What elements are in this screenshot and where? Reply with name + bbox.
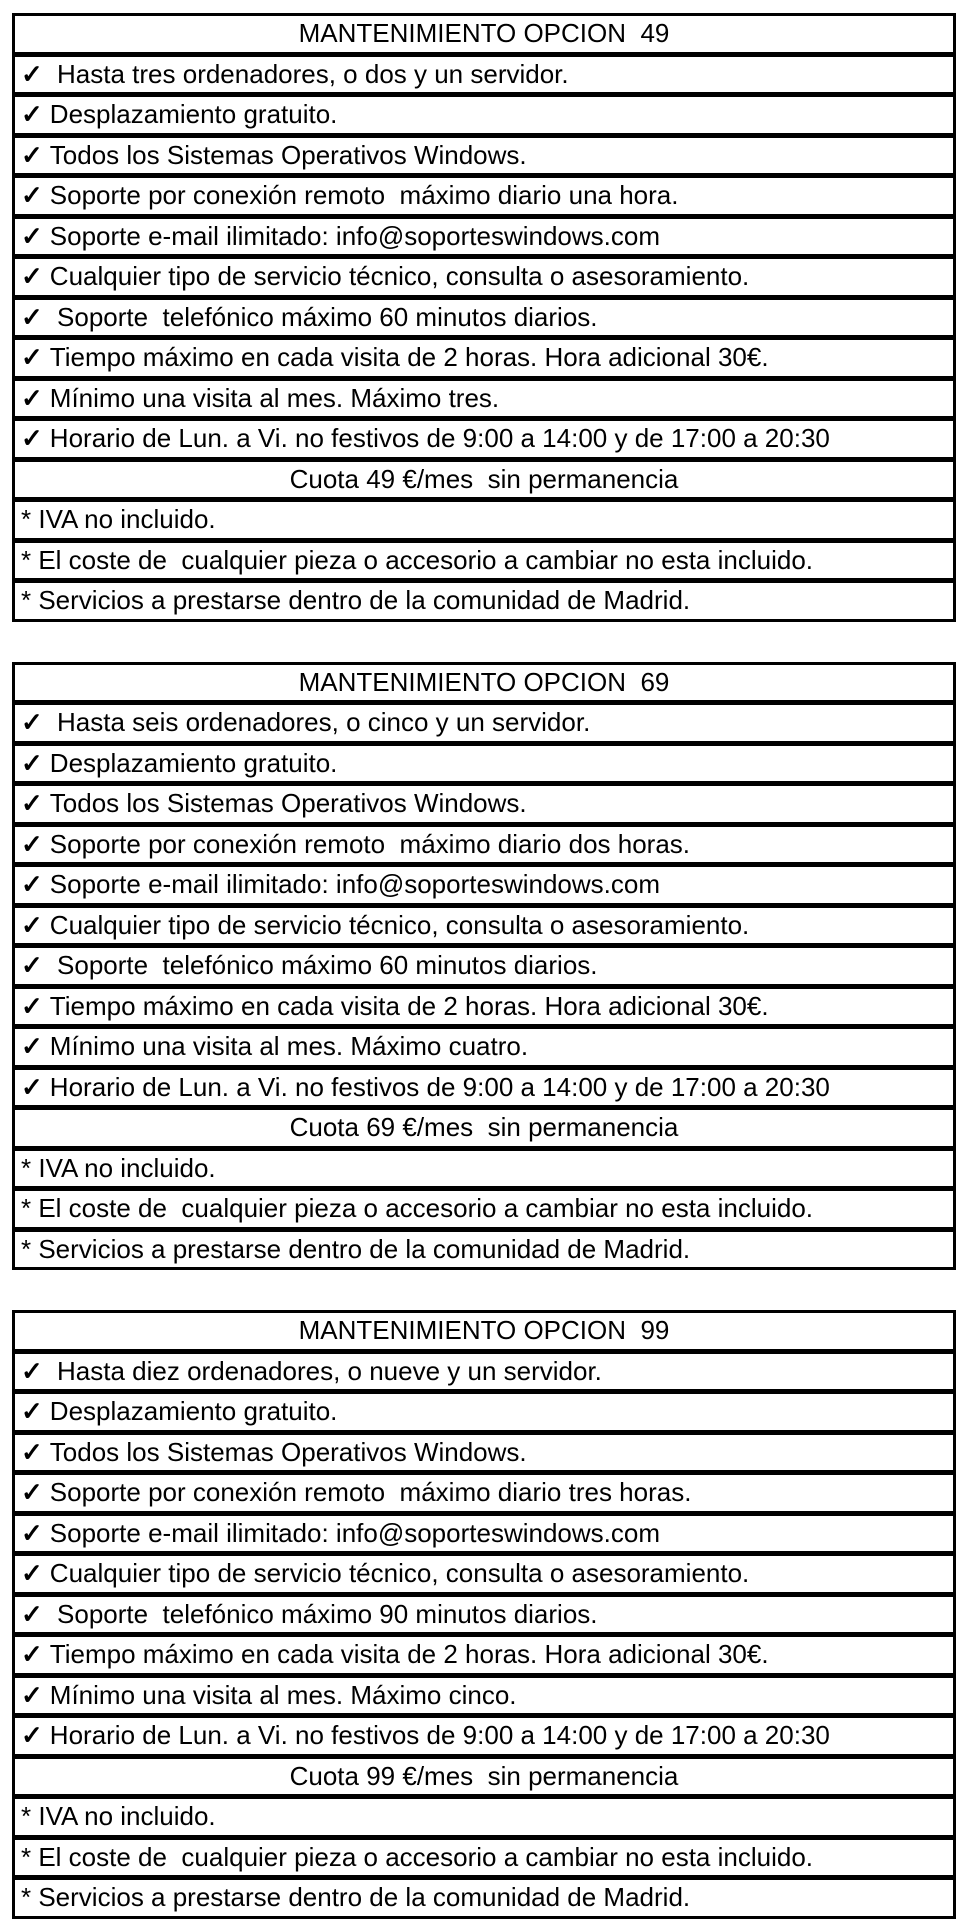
plan-table-opcion-49 xyxy=(12,13,956,622)
feature-row xyxy=(15,1637,953,1678)
plan-table-opcion-69 xyxy=(12,662,956,1271)
note-row xyxy=(15,543,953,584)
feature-row xyxy=(15,989,953,1030)
table-title-row xyxy=(15,16,953,57)
check-icon: ✓ xyxy=(21,707,43,737)
check-icon: ✓ xyxy=(21,1396,43,1426)
feature-row xyxy=(15,1435,953,1476)
check-icon: ✓ xyxy=(21,382,43,413)
feature-text: Mínimo una visita al mes. Máximo cinco. xyxy=(49,1679,517,1710)
check-icon: ✓ xyxy=(21,1639,43,1669)
feature-row xyxy=(15,138,953,179)
check-icon: ✓ xyxy=(21,747,43,778)
feature-row xyxy=(15,1718,953,1759)
note-row xyxy=(15,1191,953,1232)
feature-text: Desplazamiento gratuito. xyxy=(49,99,338,129)
feature-row xyxy=(15,948,953,989)
check-icon: ✓ xyxy=(21,342,43,372)
feature-text: Soporte e-mail ilimitado: info@soporteswindows.com xyxy=(49,869,660,899)
check-icon: ✓ xyxy=(21,1517,43,1548)
feature-row xyxy=(15,705,953,746)
feature-text: Todos los Sistemas Operativos Windows. xyxy=(49,139,527,170)
check-icon: ✓ xyxy=(21,1598,43,1629)
plan-table-opcion-99 xyxy=(12,1310,956,1919)
check-icon: ✓ xyxy=(21,180,43,210)
feature-text: Horario de Lun. a Vi. no festivos de 9:00 a 14:00 y de 17:00 a 20:30 xyxy=(49,1071,830,1102)
feature-text: Tiempo máximo en cada visita de 2 horas. Hora adicional 30€. xyxy=(49,990,769,1021)
feature-text: Soporte telefónico máximo 90 minutos diarios. xyxy=(49,1598,598,1629)
feature-row xyxy=(15,867,953,908)
check-icon: ✓ xyxy=(21,869,43,899)
feature-row xyxy=(15,219,953,260)
check-icon: ✓ xyxy=(21,990,43,1021)
feature-text: Soporte e-mail ilimitado: info@soporteswindows.com xyxy=(49,1517,660,1548)
table-title: MANTENIMIENTO OPCION 49 xyxy=(298,18,670,48)
feature-text: Mínimo una visita al mes. Máximo cuatro. xyxy=(49,1031,529,1061)
note-text: * IVA no incluido. xyxy=(21,1152,216,1183)
note-row xyxy=(15,1799,953,1840)
feature-text: Horario de Lun. a Vi. no festivos de 9:00 a 14:00 y de 17:00 a 20:30 xyxy=(49,423,830,453)
note-text: * IVA no incluido. xyxy=(21,1801,216,1831)
quota-row xyxy=(15,462,953,503)
feature-text: Soporte por conexión remoto máximo diario tres horas. xyxy=(49,1477,692,1507)
check-icon: ✓ xyxy=(21,301,43,332)
feature-row xyxy=(15,1475,953,1516)
feature-row xyxy=(15,1597,953,1638)
table-title: MANTENIMIENTO OPCION 69 xyxy=(298,666,670,697)
quota-text: Cuota 69 €/mes sin permanencia xyxy=(289,1112,679,1142)
feature-row xyxy=(15,786,953,827)
check-icon: ✓ xyxy=(21,1071,43,1102)
feature-text: Hasta tres ordenadores, o dos y un servidor. xyxy=(49,58,569,89)
note-text: * El coste de cualquier pieza o accesorio a cambiar no esta incluido. xyxy=(21,1193,813,1223)
feature-text: Todos los Sistemas Operativos Windows. xyxy=(49,788,527,818)
check-icon: ✓ xyxy=(21,58,43,89)
check-icon: ✓ xyxy=(21,1679,43,1710)
feature-text: Hasta seis ordenadores, o cinco y un servidor. xyxy=(49,707,591,737)
note-text: * Servicios a prestarse dentro de la comunidad de Madrid. xyxy=(21,585,691,615)
feature-text: Soporte por conexión remoto máximo diario dos horas. xyxy=(49,828,691,859)
table-title-row xyxy=(15,665,953,706)
check-icon: ✓ xyxy=(21,1436,43,1467)
feature-row xyxy=(15,1516,953,1557)
quota-row xyxy=(15,1759,953,1800)
feature-row xyxy=(15,421,953,462)
note-row xyxy=(15,1151,953,1192)
feature-text: Tiempo máximo en cada visita de 2 horas. Hora adicional 30€. xyxy=(49,1639,769,1669)
table-title-row xyxy=(15,1313,953,1354)
feature-row xyxy=(15,259,953,300)
feature-text: Soporte telefónico máximo 60 minutos diarios. xyxy=(49,950,598,980)
check-icon: ✓ xyxy=(21,139,43,170)
feature-row xyxy=(15,340,953,381)
feature-text: Tiempo máximo en cada visita de 2 horas. Hora adicional 30€. xyxy=(49,342,769,372)
check-icon: ✓ xyxy=(21,99,43,129)
check-icon: ✓ xyxy=(21,909,43,940)
check-icon: ✓ xyxy=(21,788,43,818)
check-icon: ✓ xyxy=(21,1355,43,1386)
table-title: MANTENIMIENTO OPCION 99 xyxy=(298,1315,670,1345)
feature-row xyxy=(15,381,953,422)
feature-row xyxy=(15,97,953,138)
check-icon: ✓ xyxy=(21,950,43,980)
feature-text: Cualquier tipo de servicio técnico, consulta o asesoramiento. xyxy=(49,261,750,291)
quota-row xyxy=(15,1110,953,1151)
feature-text: Soporte por conexión remoto máximo diario una hora. xyxy=(49,180,679,210)
feature-text: Desplazamiento gratuito. xyxy=(49,747,338,778)
check-icon: ✓ xyxy=(21,261,43,291)
feature-row xyxy=(15,1394,953,1435)
note-text: * El coste de cualquier pieza o accesorio a cambiar no esta incluido. xyxy=(21,544,813,575)
feature-text: Cualquier tipo de servicio técnico, consulta o asesoramiento. xyxy=(49,909,750,940)
feature-row xyxy=(15,1070,953,1111)
feature-row xyxy=(15,746,953,787)
feature-row xyxy=(15,57,953,98)
note-row xyxy=(15,1840,953,1881)
feature-text: Todos los Sistemas Operativos Windows. xyxy=(49,1436,527,1467)
feature-text: Horario de Lun. a Vi. no festivos de 9:00 a 14:00 y de 17:00 a 20:30 xyxy=(49,1720,830,1750)
check-icon: ✓ xyxy=(21,423,43,453)
note-row xyxy=(15,1880,953,1916)
feature-row xyxy=(15,178,953,219)
note-text: * Servicios a prestarse dentro de la comunidad de Madrid. xyxy=(21,1882,691,1912)
check-icon: ✓ xyxy=(21,1558,43,1588)
check-icon: ✓ xyxy=(21,1477,43,1507)
note-text: * El coste de cualquier pieza o accesorio a cambiar no esta incluido. xyxy=(21,1841,813,1872)
feature-row xyxy=(15,1029,953,1070)
feature-row xyxy=(15,1678,953,1719)
feature-text: Mínimo una visita al mes. Máximo tres. xyxy=(49,382,500,413)
feature-row xyxy=(15,908,953,949)
feature-text: Soporte telefónico máximo 60 minutos diarios. xyxy=(49,301,598,332)
feature-text: Cualquier tipo de servicio técnico, consulta o asesoramiento. xyxy=(49,1558,750,1588)
note-row xyxy=(15,583,953,619)
feature-row xyxy=(15,1354,953,1395)
check-icon: ✓ xyxy=(21,828,43,859)
feature-text: Soporte e-mail ilimitado: info@soporteswindows.com xyxy=(49,220,660,251)
feature-row xyxy=(15,827,953,868)
quota-text: Cuota 49 €/mes sin permanencia xyxy=(289,463,679,494)
note-text: * Servicios a prestarse dentro de la comunidad de Madrid. xyxy=(21,1233,691,1264)
check-icon: ✓ xyxy=(21,1720,43,1750)
feature-text: Hasta diez ordenadores, o nueve y un servidor. xyxy=(49,1355,602,1386)
check-icon: ✓ xyxy=(21,220,43,251)
feature-row xyxy=(15,1556,953,1597)
feature-row xyxy=(15,300,953,341)
quota-text: Cuota 99 €/mes sin permanencia xyxy=(289,1760,679,1791)
note-row xyxy=(15,502,953,543)
note-row xyxy=(15,1232,953,1268)
check-icon: ✓ xyxy=(21,1031,43,1061)
feature-text: Desplazamiento gratuito. xyxy=(49,1396,338,1426)
note-text: * IVA no incluido. xyxy=(21,504,216,534)
